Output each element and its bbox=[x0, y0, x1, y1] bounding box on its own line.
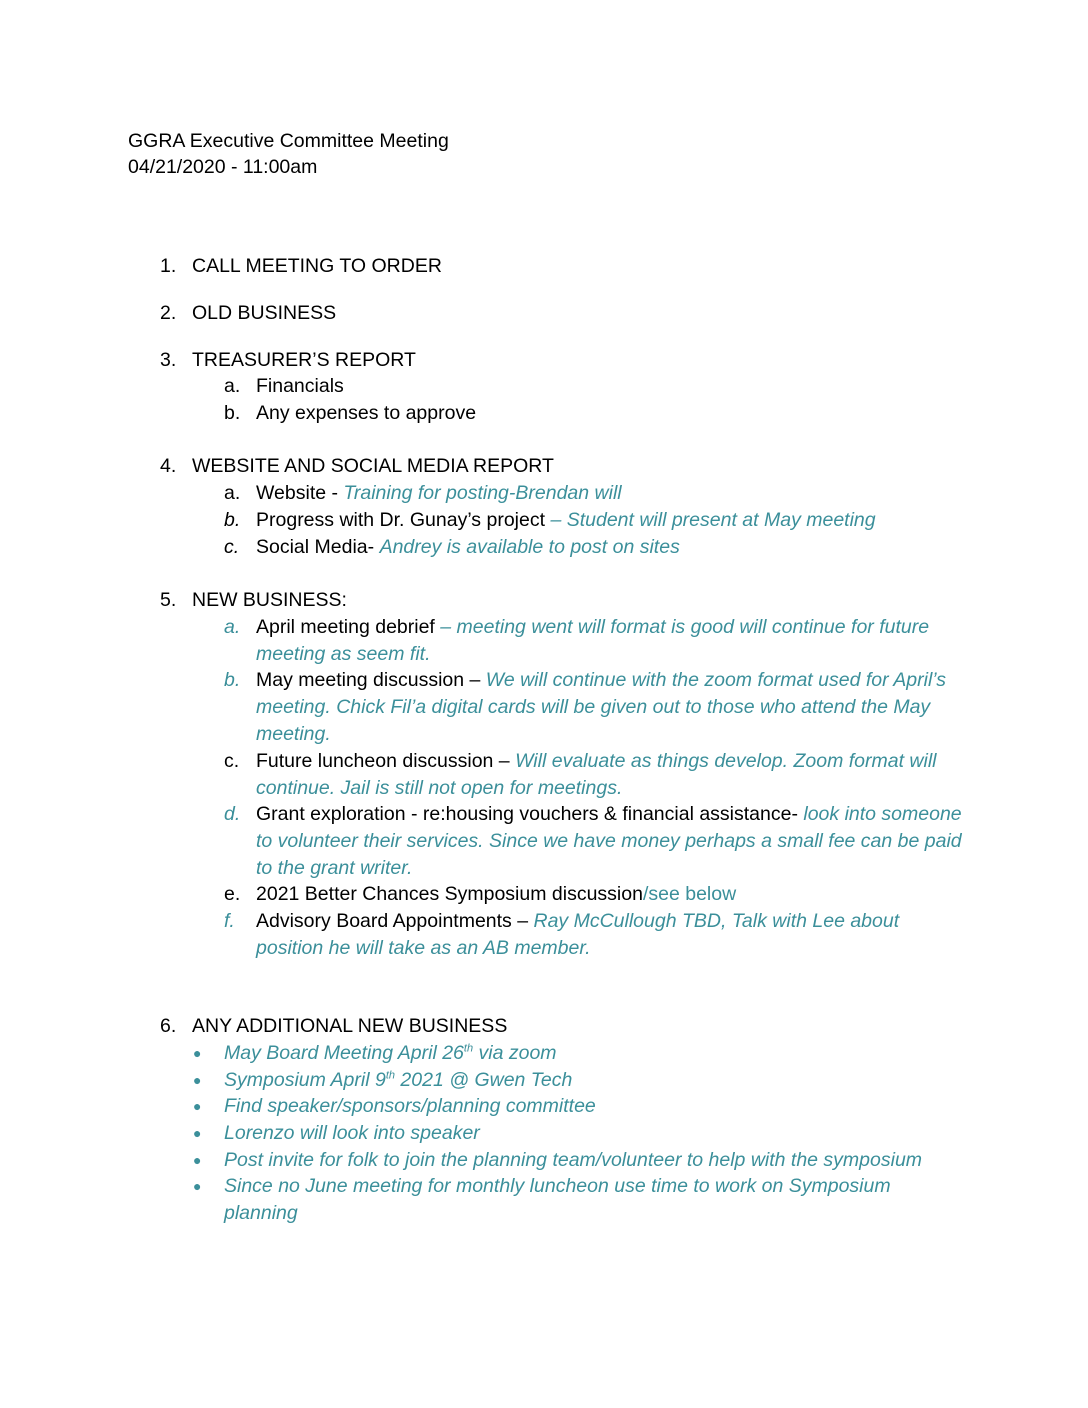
agenda-item-label: OLD BUSINESS bbox=[192, 302, 337, 324]
agenda-item-number: 6. bbox=[160, 1015, 177, 1037]
meeting-datetime: 04/21/2020 - 11:00am bbox=[128, 156, 318, 178]
sub-item-note: – Student will present at May meeting bbox=[550, 509, 876, 531]
bullet-text: May Board Meeting April 26 bbox=[224, 1042, 464, 1064]
bullet-text-tail: 2021 @ Gwen Tech bbox=[395, 1069, 573, 1091]
bullet-dot-icon: ● bbox=[193, 1152, 202, 1168]
sub-item-letter: c. bbox=[224, 750, 240, 772]
sub-item-text: Social Media- bbox=[256, 536, 380, 558]
sub-item-note: Andrey is available to post on sites bbox=[379, 536, 680, 558]
bullet-text: Find speaker/sponsors/planning committee bbox=[224, 1095, 596, 1117]
bullet-dot-icon: ● bbox=[193, 1178, 202, 1194]
sub-item-text: May meeting discussion – bbox=[256, 669, 486, 691]
bullet-dot-icon: ● bbox=[193, 1098, 202, 1114]
sub-item-letter: b. bbox=[224, 402, 241, 424]
document-title: GGRA Executive Committee Meeting bbox=[128, 130, 449, 152]
sub-item-note: – meeting went will format is good will continue for future meeting as seem fit. bbox=[256, 616, 930, 665]
bullet-text: Symposium April 9 bbox=[224, 1069, 386, 1091]
agenda-item-number: 2. bbox=[160, 302, 177, 324]
bullet-dot-icon: ● bbox=[193, 1045, 202, 1061]
agenda-item-label: CALL MEETING TO ORDER bbox=[192, 255, 442, 277]
bullet-dot-icon: ● bbox=[193, 1072, 202, 1088]
bullet-text: Lorenzo will look into speaker bbox=[224, 1122, 480, 1144]
sub-item-text: April meeting debrief bbox=[256, 616, 441, 638]
sub-item-note: look into someone to volunteer their services. Since we have money perhaps a small fee can be paid to the grant writer. bbox=[256, 803, 962, 879]
sub-item-note: /see below bbox=[642, 883, 737, 905]
bullet-text-tail: via zoom bbox=[473, 1042, 557, 1064]
sub-item-letter: b. bbox=[224, 669, 241, 691]
sub-item-text: Advisory Board Appointments – bbox=[256, 910, 534, 932]
sub-item-letter: e. bbox=[224, 883, 241, 905]
sub-item-letter: a. bbox=[224, 616, 241, 638]
agenda-item-label: NEW BUSINESS: bbox=[192, 589, 347, 611]
document-header bbox=[128, 128, 449, 180]
sub-item-letter: b. bbox=[224, 509, 241, 531]
sub-item-letter: a. bbox=[224, 482, 241, 504]
sub-item-letter: a. bbox=[224, 375, 241, 397]
agenda-item-label: WEBSITE AND SOCIAL MEDIA REPORT bbox=[192, 455, 554, 477]
agenda-item-number: 3. bbox=[160, 349, 177, 371]
bullet-dot-icon: ● bbox=[193, 1125, 202, 1141]
sub-item-text: Progress with Dr. Gunay’s project bbox=[256, 509, 551, 531]
sub-item-note: We will continue with the zoom format used for April’s meeting. Chick Fil’a digital cards will be given out to those who attend the May meeting. bbox=[256, 669, 947, 745]
bullet-superscript: th bbox=[463, 1042, 474, 1055]
sub-item-note: Ray McCullough TBD, Talk with Lee about position he will take as an AB member. bbox=[256, 910, 900, 959]
agenda-item-number: 1. bbox=[160, 255, 177, 277]
agenda-item-label: ANY ADDITIONAL NEW BUSINESS bbox=[192, 1015, 508, 1037]
bullet-text: Since no June meeting for monthly luncheon use time to work on Symposium planning bbox=[224, 1175, 891, 1224]
bullet-text: Post invite for folk to join the planning team/volunteer to help with the symposium bbox=[224, 1149, 923, 1171]
sub-item-note: Training for posting-Brendan will bbox=[343, 482, 622, 504]
bullet-superscript: th bbox=[385, 1069, 396, 1082]
sub-item-letter: f. bbox=[224, 910, 235, 932]
sub-item-note: Will evaluate as things develop. Zoom format will continue. Jail is still not open for meetings. bbox=[256, 750, 937, 799]
sub-item-text: 2021 Better Chances Symposium discussion bbox=[256, 883, 643, 905]
sub-item-letter: d. bbox=[224, 803, 241, 825]
sub-item-text: Financials bbox=[256, 375, 344, 397]
sub-item-text: Any expenses to approve bbox=[256, 402, 477, 424]
agenda-item-number: 5. bbox=[160, 589, 177, 611]
agenda-item-number: 4. bbox=[160, 455, 177, 477]
sub-item-text: Website - bbox=[256, 482, 344, 504]
sub-item-letter: c. bbox=[224, 536, 240, 558]
agenda-item-label: TREASURER’S REPORT bbox=[192, 349, 416, 371]
sub-item-text: Grant exploration - re:housing vouchers & financial assistance- bbox=[256, 803, 804, 825]
sub-item-text: Future luncheon discussion – bbox=[256, 750, 516, 772]
